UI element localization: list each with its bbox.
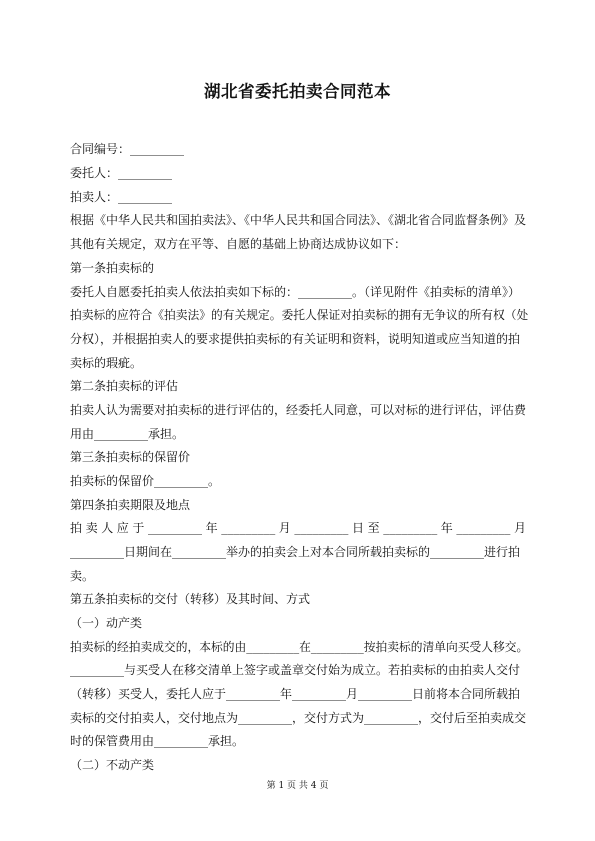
paragraph-line: 拍卖标的应符合《拍卖法》的有关规定。委托人保证对拍卖标的拥有无争议的所有权（处 — [70, 308, 529, 322]
paragraph-line: _________日期间在_________举办的拍卖会上对本合同所载拍卖标的_________进行拍 — [70, 545, 521, 559]
paragraph-line: 卖标的瑕疵。 — [70, 356, 143, 370]
article-heading: 第四条拍卖期限及地点 — [70, 498, 191, 512]
document-title: 湖北省委托拍卖合同范本 — [204, 82, 391, 101]
article-heading: 第五条拍卖标的交付（转移）及其时间、方式 — [70, 592, 311, 606]
contract-number-line: 合同编号：_________ — [70, 142, 185, 156]
paragraph-line: 卖。 — [70, 569, 95, 583]
paragraph-line: 拍卖标的经拍卖成交的，本标的由_________在_________按拍卖标的清单向买受人移交。 — [70, 640, 529, 654]
article-heading: 第三条拍卖标的保留价 — [70, 450, 191, 464]
paragraph-line: （转移）买受人，委托人应于_________年_________月_________日前将本合同所载拍 — [70, 687, 521, 701]
paragraph-line: _________与买受人在移交清单上签字或盖章交付始为成立。若拍卖标的由拍卖人交付 — [70, 663, 521, 677]
article-heading: 第一条拍卖标的 — [70, 261, 155, 275]
subsection-heading: （二）不动产类 — [70, 758, 155, 772]
page-number: 第 1 页 共 4 页 — [266, 781, 329, 791]
paragraph-line: 委托人自愿委托拍卖人依法拍卖如下标的：_________。（详见附件《拍卖标的清单》） — [70, 285, 521, 299]
consignor-line: 委托人：_________ — [70, 166, 173, 180]
paragraph-line: 分权），并根据拍卖人的要求提供拍卖标的有关证明和资料，说明知道或应当知道的拍 — [70, 332, 521, 346]
paragraph-line: 卖标的交付拍卖人，交付地点为_________，交付方式为_________，交付后至拍卖成交 — [70, 711, 527, 725]
paragraph-line: 拍卖人应于_________年_________月_________日至_________年_________月 — [70, 521, 526, 535]
article-heading: 第二条拍卖标的评估 — [70, 379, 179, 393]
paragraph-line: 时的保管费用由_________承担。 — [70, 734, 245, 748]
paragraph-line: 根据《中华人民共和国拍卖法》、《中华人民共和国合同法》、《湖北省合同监督条例》及 — [70, 213, 527, 227]
subsection-heading: （一）动产类 — [70, 616, 143, 630]
paragraph-line: 用由_________承担。 — [70, 427, 185, 441]
auctioneer-line: 拍卖人：_________ — [70, 190, 173, 204]
paragraph-line: 其他有关规定，双方在平等、自愿的基础上协商达成协议如下： — [70, 237, 407, 251]
paragraph-line: 拍卖人认为需要对拍卖标的进行评估的，经委托人同意，可以对标的进行评估，评估费 — [70, 403, 527, 417]
paragraph-line: 拍卖标的保留价_________。 — [70, 474, 221, 488]
